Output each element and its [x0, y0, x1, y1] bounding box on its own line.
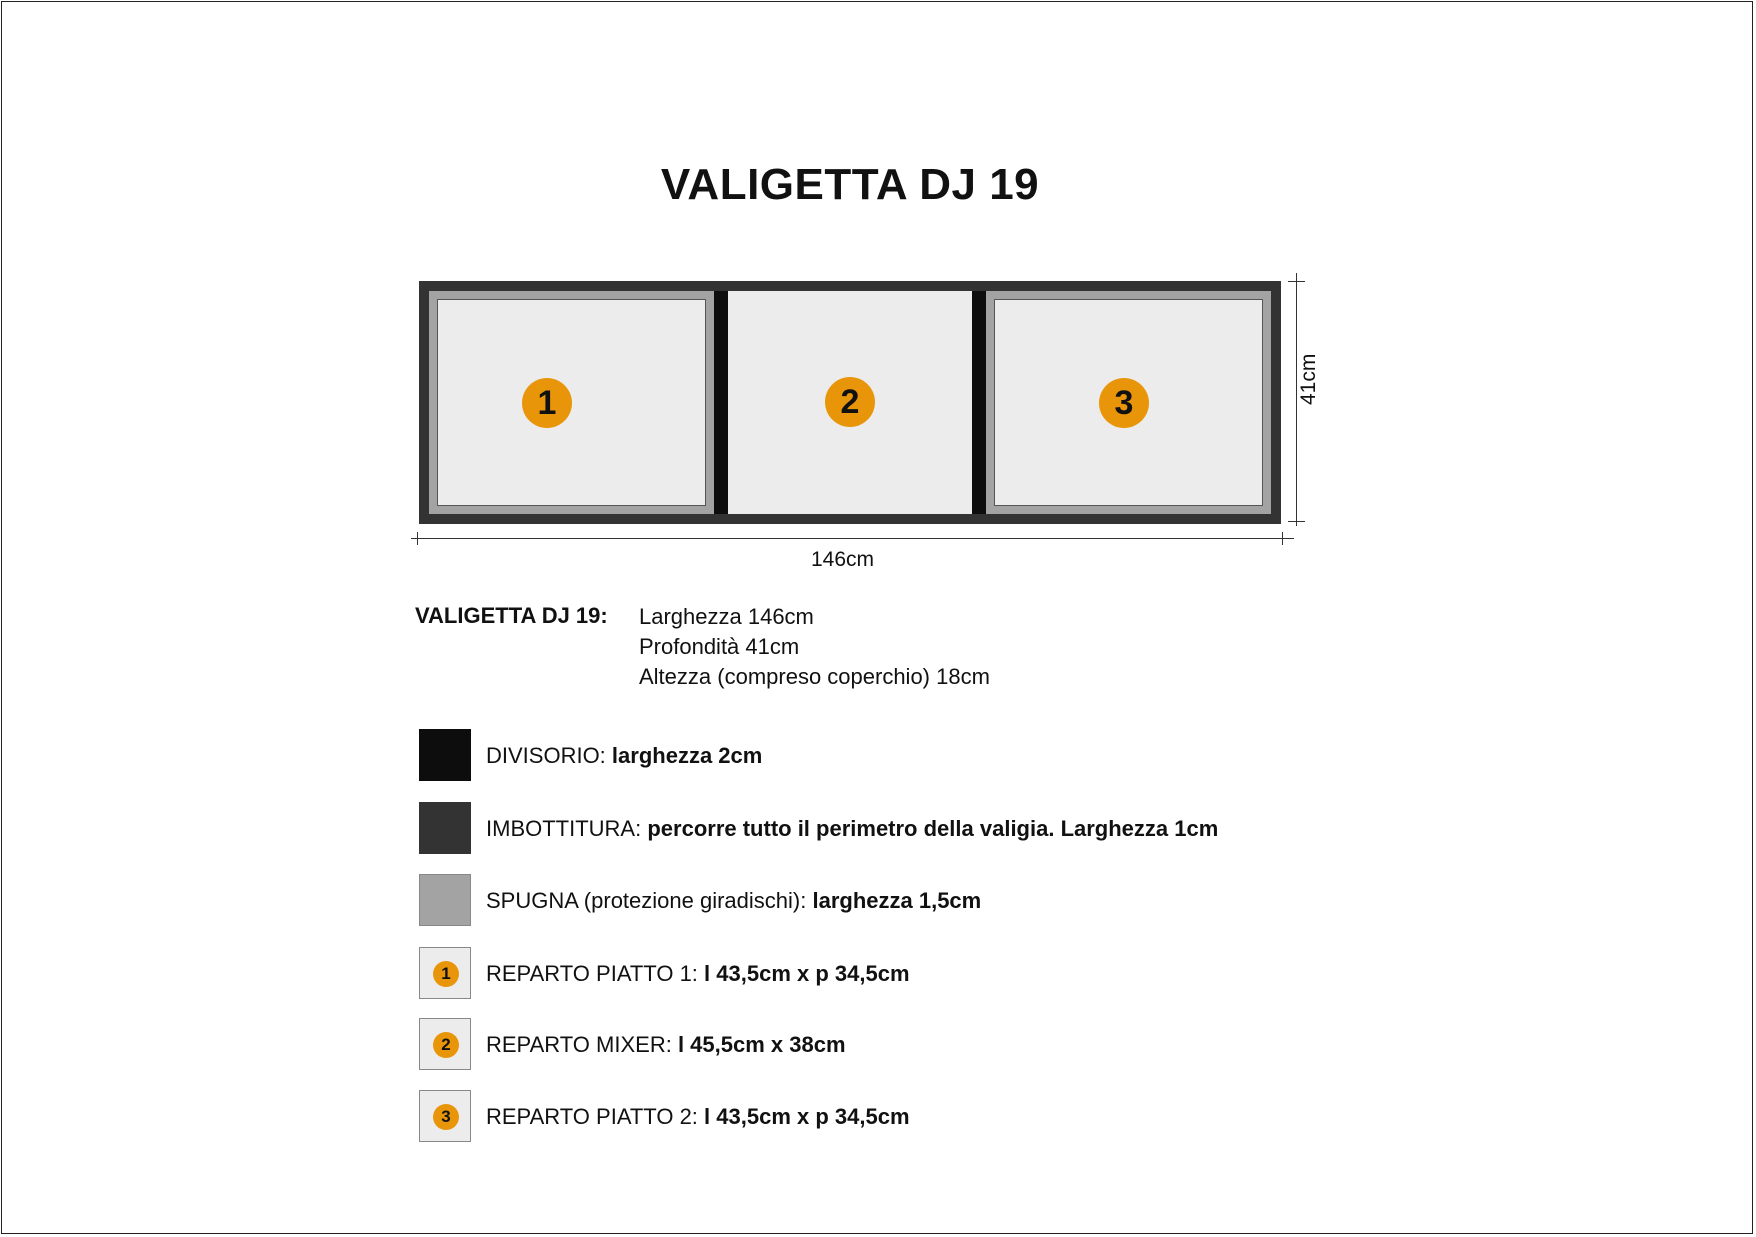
swatch-mixer	[419, 1018, 471, 1070]
badge-2: 2	[433, 1032, 459, 1058]
depth-tick-top	[1288, 281, 1305, 282]
compartment-1	[437, 299, 706, 506]
legend-item-piatto-2	[419, 1090, 1519, 1142]
width-tick-left	[417, 532, 418, 545]
swatch-piatto-2	[419, 1090, 471, 1142]
badge-1: 1	[433, 961, 459, 987]
legend-item-spugna	[419, 874, 1519, 926]
spec-height: Altezza (compreso coperchio) 18cm	[639, 664, 990, 689]
spec-depth: Profondità 41cm	[639, 634, 800, 659]
divider-left	[714, 291, 728, 514]
legend-text: REPARTO PIATTO 2: l 43,5cm x p 34,5cm	[486, 1104, 910, 1129]
spec-width: Larghezza 146cm	[639, 604, 814, 629]
badge-3: 3	[433, 1104, 459, 1130]
legend-item-divisorio	[419, 729, 1519, 781]
legend-text: SPUGNA (protezione giradischi): larghezza 1,5cm	[486, 888, 982, 913]
legend-item-imbottitura	[419, 802, 1519, 854]
compartment-3	[994, 299, 1263, 506]
legend-text: REPARTO PIATTO 1: l 43,5cm x p 34,5cm	[486, 961, 910, 986]
legend-text: IMBOTTITURA: percorre tutto il perimetro della valigia. Larghezza 1cm	[486, 816, 1219, 841]
swatch-divisorio	[419, 729, 471, 781]
compartment-1-badge: 1	[522, 378, 572, 428]
compartment-3-badge: 3	[1099, 378, 1149, 428]
compartment-2	[728, 291, 972, 514]
legend-text: DIVISORIO: larghezza 2cm	[486, 743, 763, 768]
width-label: 146cm	[811, 548, 875, 571]
case-diagram	[419, 281, 1281, 524]
foam-right	[986, 291, 1271, 514]
depth-label: 41cm	[1297, 353, 1320, 405]
width-dimension-line	[411, 538, 1294, 539]
swatch-spugna	[419, 874, 471, 926]
legend-item-mixer	[419, 1018, 1519, 1070]
compartment-2-badge: 2	[825, 377, 875, 427]
swatch-piatto-1	[419, 947, 471, 999]
swatch-imbottitura	[419, 802, 471, 854]
legend-text: REPARTO MIXER: l 45,5cm x 38cm	[486, 1032, 846, 1057]
width-tick-right	[1282, 532, 1283, 545]
legend-item-piatto-1	[419, 947, 1519, 999]
foam-left	[429, 291, 714, 514]
page-title: VALIGETTA DJ 19	[660, 160, 1040, 209]
depth-tick-bottom	[1288, 521, 1305, 522]
specs-label: VALIGETTA DJ 19:	[415, 603, 608, 628]
divider-right	[972, 291, 986, 514]
